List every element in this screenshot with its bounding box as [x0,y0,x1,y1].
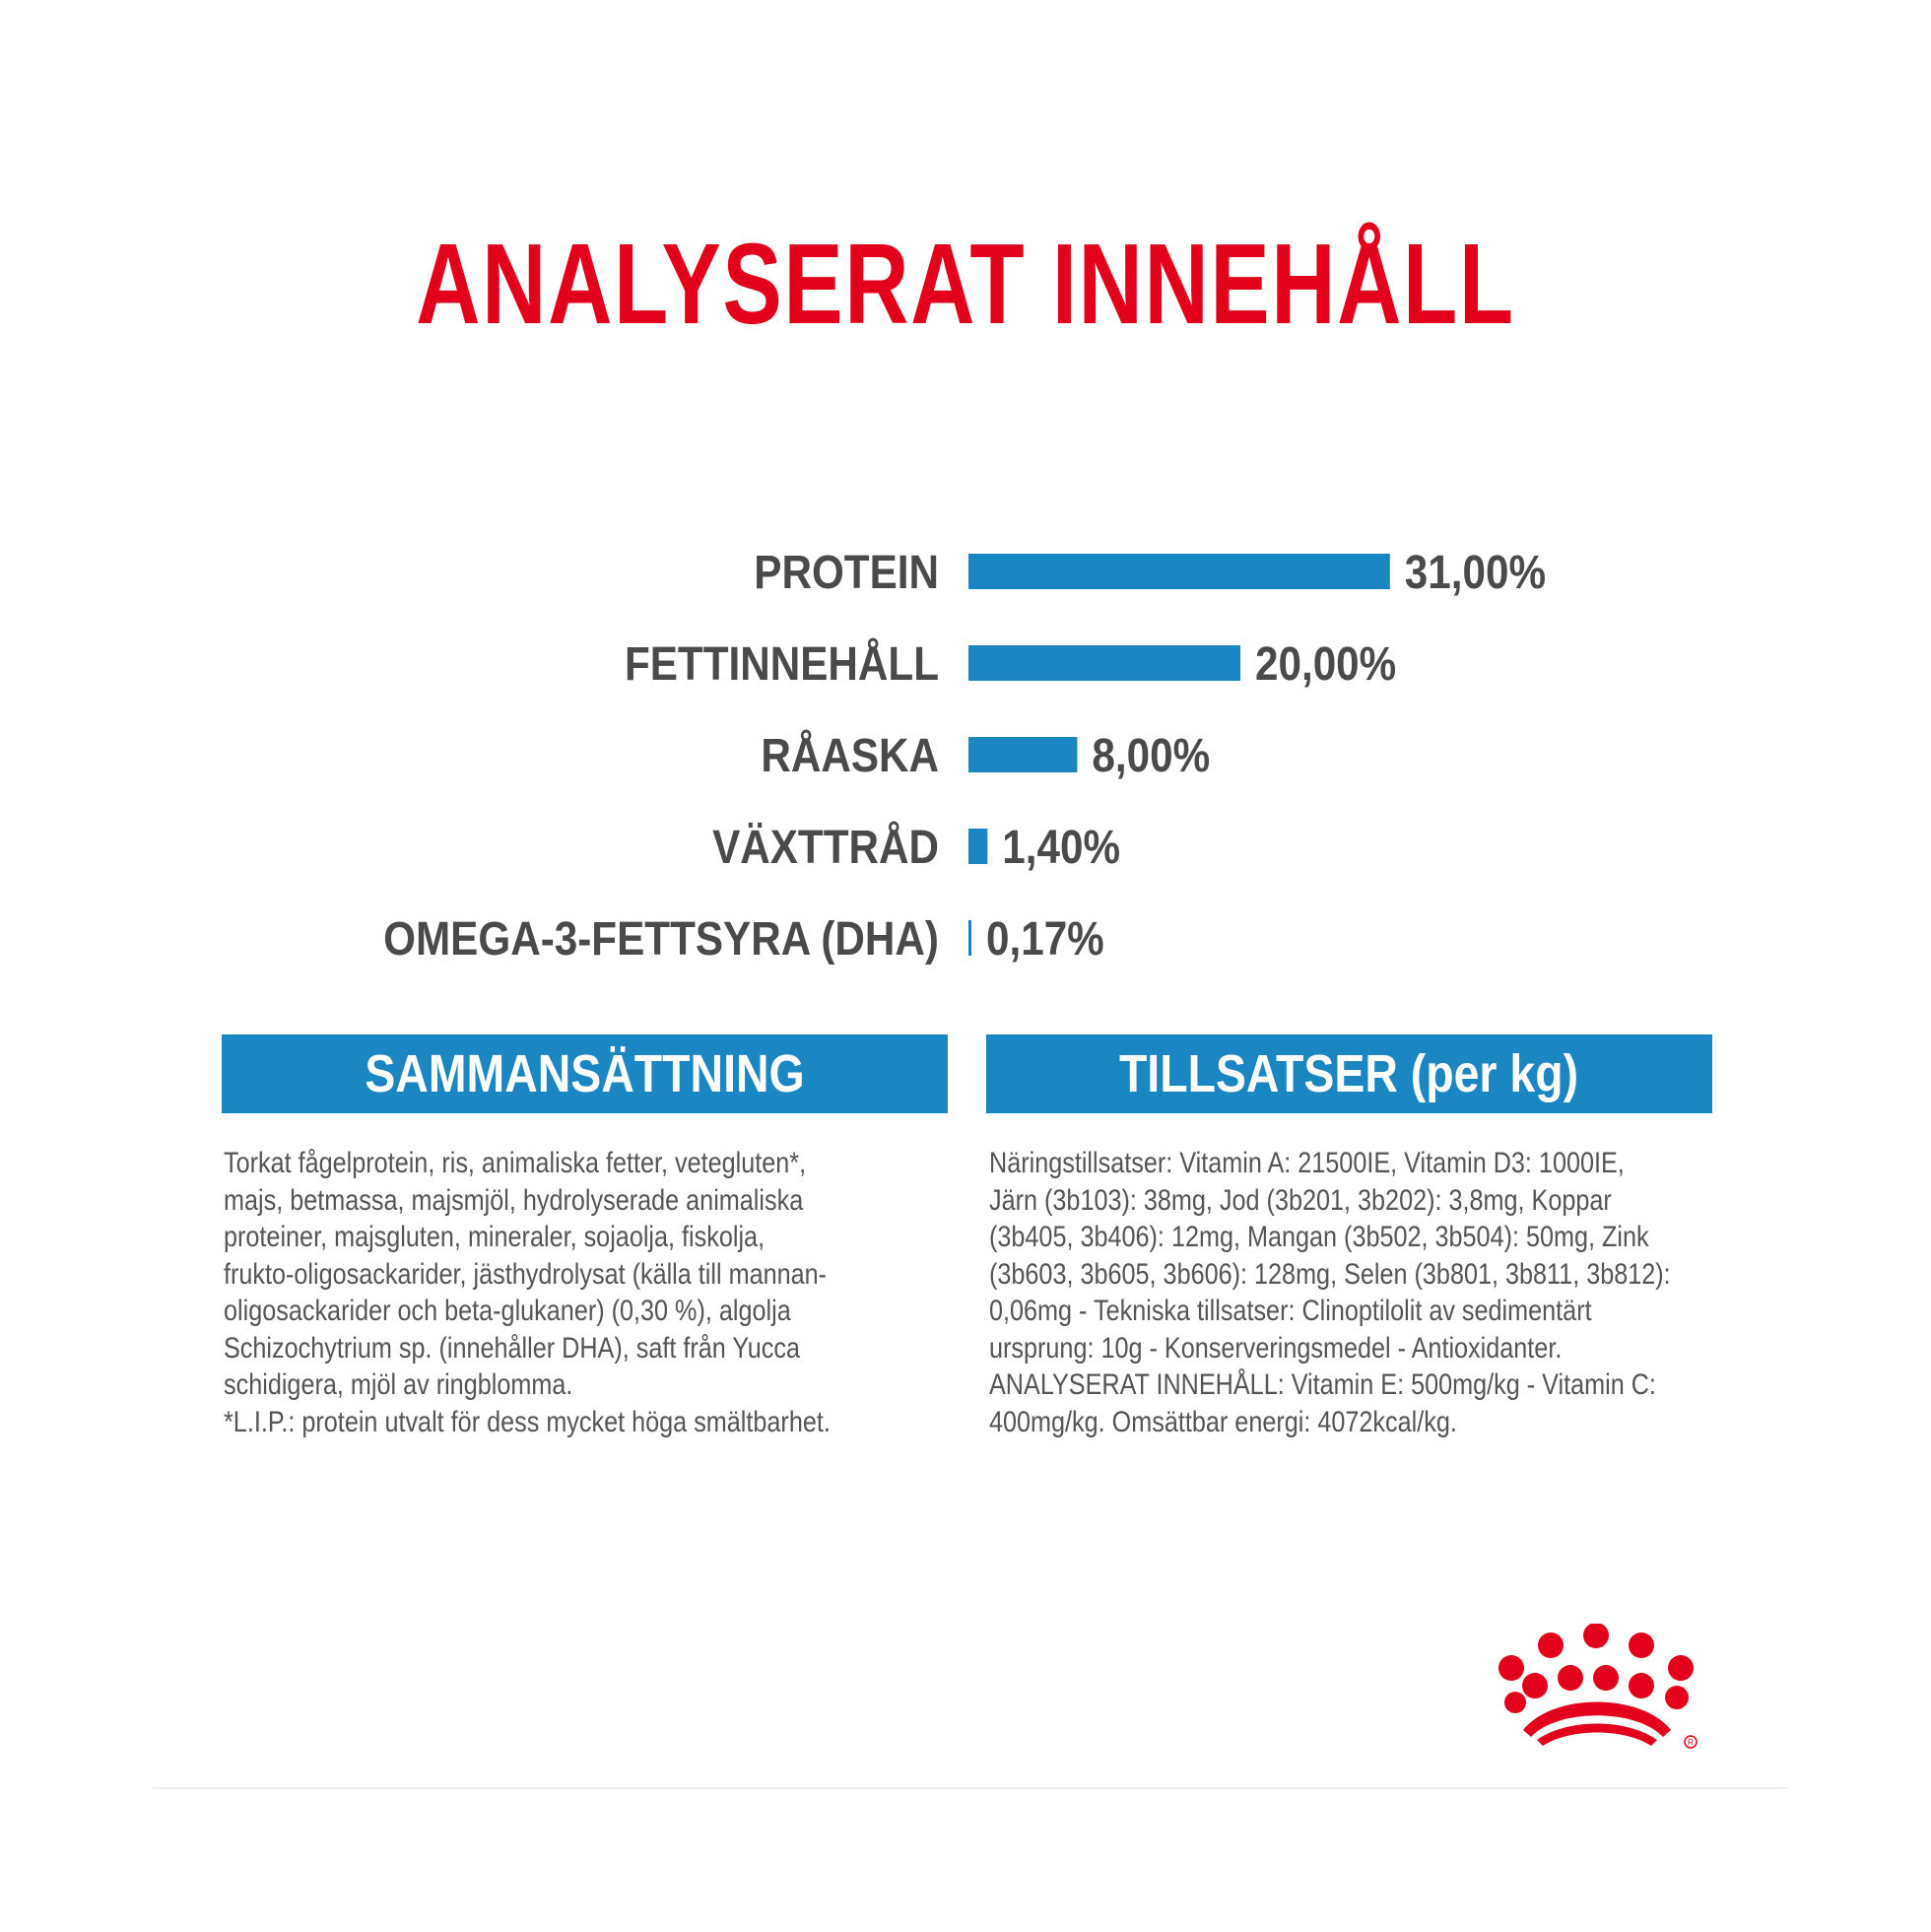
svg-text:R: R [1688,1738,1694,1747]
value-label: 31,00% [1404,545,1547,599]
value-label: 1,40% [1002,820,1121,874]
royal-canin-crown-icon [1494,1624,1716,1752]
page-title: ANALYSERAT INNEHÅLL [416,220,1515,348]
additives-header [986,1034,1712,1113]
category-label: FETTINNEHÅLL [624,636,939,691]
bar [968,645,1240,681]
bar [968,737,1077,772]
bar [968,920,971,956]
bar [968,554,1390,589]
value-label: 20,00% [1255,636,1397,691]
additives-header-label: TILLSATSER (per kg) [1119,1044,1579,1103]
additives-text: Näringstillsatser: Vitamin A: 21500IE, Vitamin D3: 1000IE, Järn (3b103): 38mg, Jod (3b201, 3b202): 3,8mg, Koppar (3b405, 3b406): 12mg, Mangan (3b502, 3b504): 50mg, Zink (3b603, 3b605, 3b606): 128mg, Selen (3b801, 3b811, 3b812): 0,06mg - Tekniska tillsatser: Clinoptilolit av sedimentärt ursprung: 10g - Konserveringsmedel - Antioxidanter. ANALYSERAT INNEHÅLL: Vitamin E: 500mg/kg - Vitamin C: 400mg/kg. Omsättbar energi: 4072kcal/kg. [989,1147,1671,1438]
bottom-divider [153,1787,1788,1789]
category-label: PROTEIN [754,545,939,599]
value-label: 0,17% [986,911,1104,966]
composition-header [222,1034,948,1113]
category-label: RÅASKA [761,728,939,782]
value-label: 8,00% [1092,728,1211,782]
category-label: VÄXTTRÅD [712,820,939,874]
bar [968,829,987,864]
nutrient-bar-chart [0,512,1931,985]
category-label: OMEGA-3-FETTSYRA (DHA) [383,911,939,966]
composition-header-label: SAMMANSÄTTNING [365,1044,805,1103]
composition-text: Torkat fågelprotein, ris, animaliska fetter, vetegluten*, majs, betmassa, majsmjöl, hydrolyserade animaliska proteiner, majsgluten, mineraler, sojaolja, fiskolja, frukto-oligosackarider, jästhydrolysat (källa till mannan- oligosackarider och beta-glukaner) (0,30 %), algolja Schizochytrium sp. (innehåller DHA), saft från Yucca schidigera, mjöl av ringblomma. *L.I.P.: protein utvalt för dess mycket höga smältbarhet. [224,1147,831,1438]
